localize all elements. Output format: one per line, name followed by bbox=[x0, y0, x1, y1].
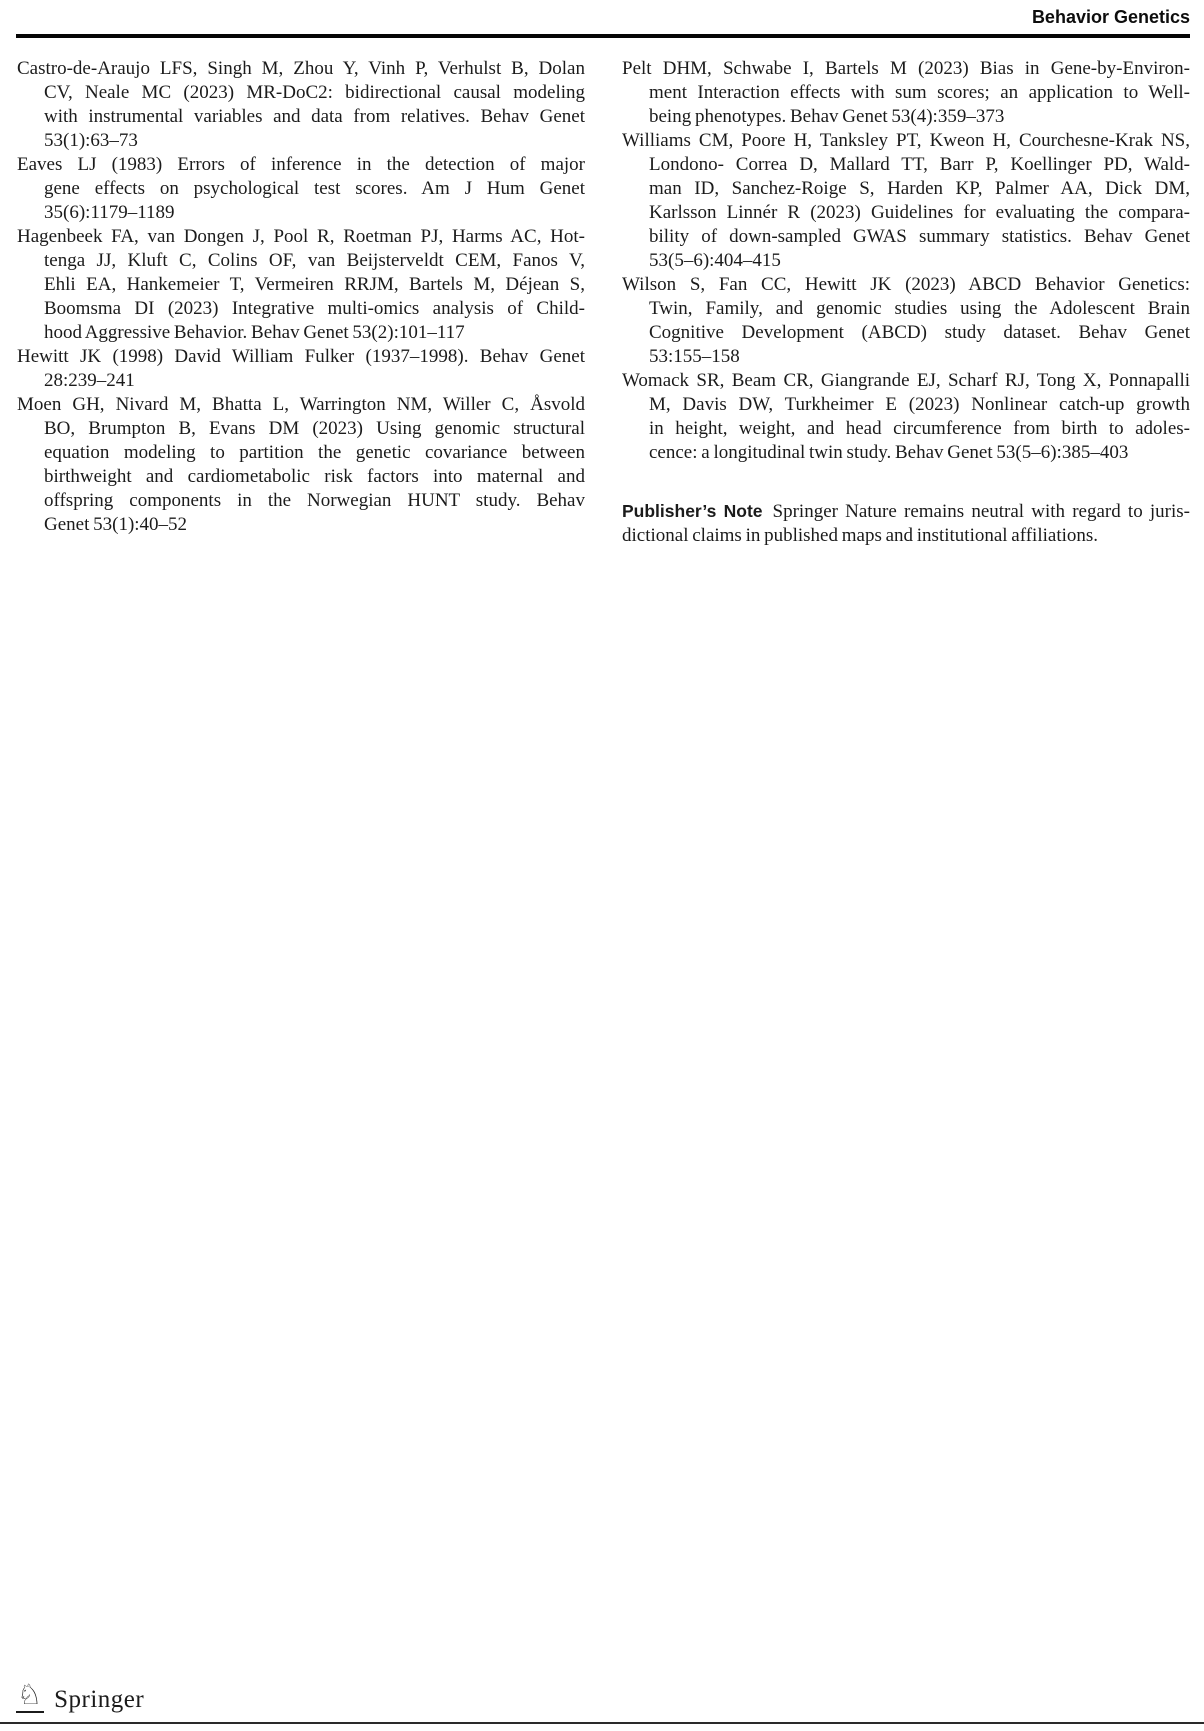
reference-line: man ID, Sanchez-Roige S, Harden KP, Palmer AA, Dick DM, bbox=[649, 178, 1190, 199]
reference-line: cence: a longitudinal twin study. Behav Genet 53(5–6):385–403 bbox=[649, 442, 1129, 463]
references-column-left bbox=[17, 57, 585, 537]
reference-line: BO, Brumpton B, Evans DM (2023) Using genomic structural bbox=[44, 418, 585, 439]
reference-line: Moen GH, Nivard M, Bhatta L, Warrington NM, Willer C, Åsvold bbox=[17, 394, 585, 415]
reference-line: gene effects on psychological test scores. Am J Hum Genet bbox=[44, 178, 585, 199]
reference-line: Castro-de-Araujo LFS, Singh M, Zhou Y, Vinh P, Verhulst B, Dolan bbox=[17, 58, 585, 79]
reference-entry bbox=[17, 57, 585, 153]
reference-line: Eaves LJ (1983) Errors of inference in the detection of major bbox=[17, 154, 585, 175]
reference-line: 53:155–158 bbox=[649, 346, 740, 367]
springer-knight-icon: ♘ bbox=[17, 1678, 43, 1711]
reference-line: CV, Neale MC (2023) MR-DoC2: bidirectional causal modeling bbox=[44, 82, 585, 103]
reference-line: in height, weight, and head circumference from birth to adoles- bbox=[649, 418, 1190, 439]
publisher-note-label: Publisher’s Note bbox=[622, 501, 763, 521]
reference-line: Wilson S, Fan CC, Hewitt JK (2023) ABCD Behavior Genetics: bbox=[622, 274, 1190, 295]
reference-entry bbox=[622, 57, 1190, 129]
reference-line: 53(1):63–73 bbox=[44, 130, 138, 151]
reference-line: Twin, Family, and genomic studies using the Adolescent Brain bbox=[649, 298, 1190, 319]
reference-line: Londono- Correa D, Mallard TT, Barr P, Koellinger PD, Wald- bbox=[649, 154, 1190, 175]
reference-line: being phenotypes. Behav Genet 53(4):359–373 bbox=[649, 106, 1005, 127]
page-bottom-rule bbox=[0, 1722, 1204, 1724]
reference-line: with instrumental variables and data from relatives. Behav Genet bbox=[44, 106, 585, 127]
reference-line: birthweight and cardiometabolic risk factors into maternal and bbox=[44, 466, 585, 487]
reference-entry bbox=[622, 273, 1190, 369]
reference-line: tenga JJ, Kluft C, Colins OF, van Beijsterveldt CEM, Fanos V, bbox=[44, 250, 585, 271]
publisher-brand-text: Springer bbox=[54, 1685, 145, 1713]
reference-line: Hagenbeek FA, van Dongen J, Pool R, Roetman PJ, Harms AC, Hot- bbox=[17, 226, 585, 247]
publisher-logo bbox=[16, 1678, 145, 1713]
journal-title: Behavior Genetics bbox=[1031, 7, 1190, 27]
publisher-note-line: dictional claims in published maps and institutional affiliations. bbox=[622, 525, 1099, 546]
reference-line: Cognitive Development (ABCD) study dataset. Behav Genet bbox=[649, 322, 1190, 343]
reference-line: Williams CM, Poore H, Tanksley PT, Kweon H, Courchesne-Krak NS, bbox=[622, 130, 1190, 151]
header-rule bbox=[16, 34, 1190, 38]
reference-entry bbox=[622, 369, 1190, 465]
reference-line: Karlsson Linnér R (2023) Guidelines for evaluating the compara- bbox=[649, 202, 1190, 223]
reference-line: M, Davis DW, Turkheimer E (2023) Nonlinear catch-up growth bbox=[649, 394, 1190, 415]
reference-entry bbox=[17, 225, 585, 345]
reference-line: offspring components in the Norwegian HUNT study. Behav bbox=[44, 490, 585, 511]
reference-line: Genet 53(1):40–52 bbox=[44, 514, 188, 535]
reference-line: 35(6):1179–1189 bbox=[44, 202, 175, 223]
reference-entry bbox=[17, 393, 585, 537]
right-column bbox=[622, 57, 1190, 548]
reference-line: 53(5–6):404–415 bbox=[649, 250, 781, 271]
reference-line: hood Aggressive Behavior. Behav Genet 53(2):101–117 bbox=[44, 322, 465, 343]
reference-line: equation modeling to partition the genetic covariance between bbox=[44, 442, 585, 463]
reference-entry bbox=[622, 129, 1190, 273]
reference-line: 28:239–241 bbox=[44, 370, 135, 391]
reference-line: bility of down-sampled GWAS summary statistics. Behav Genet bbox=[649, 226, 1190, 247]
reference-line: ment Interaction effects with sum scores; an application to Well- bbox=[649, 82, 1190, 103]
reference-line: Ehli EA, Hankemeier T, Vermeiren RRJM, Bartels M, Déjean S, bbox=[44, 274, 585, 295]
references-column-right bbox=[622, 57, 1190, 465]
reference-entry bbox=[17, 345, 585, 393]
reference-line: Boomsma DI (2023) Integrative multi-omics analysis of Child- bbox=[44, 298, 585, 319]
reference-entry bbox=[17, 153, 585, 225]
reference-line: Womack SR, Beam CR, Giangrande EJ, Scharf RJ, Tong X, Ponnapalli bbox=[622, 370, 1190, 391]
reference-line: Hewitt JK (1998) David William Fulker (1937–1998). Behav Genet bbox=[17, 346, 585, 367]
publisher-note-text: Springer Nature remains neutral with regard to juris- bbox=[772, 501, 1190, 522]
publisher-note bbox=[622, 499, 1190, 548]
publisher-note-line bbox=[622, 499, 1190, 524]
reference-line: Pelt DHM, Schwabe I, Bartels M (2023) Bias in Gene-by-Environ- bbox=[622, 58, 1190, 79]
